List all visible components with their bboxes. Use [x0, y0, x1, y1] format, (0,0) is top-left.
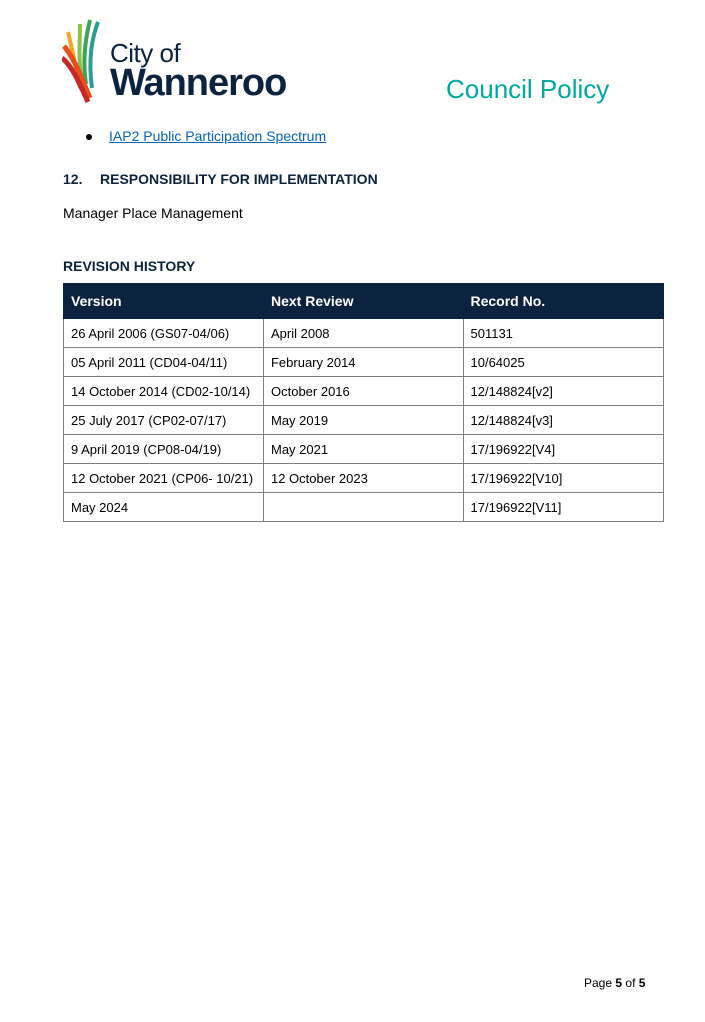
version-cell: 05 April 2011 (CD04-04/11)	[64, 348, 264, 377]
next-review-cell: February 2014	[263, 348, 463, 377]
logo-city-of-text: City of	[110, 38, 181, 68]
table-row	[64, 348, 664, 377]
column-header-version: Version	[64, 284, 264, 319]
page-word: Page	[584, 976, 613, 990]
section-12-heading	[63, 171, 378, 187]
next-review-cell: April 2008	[263, 319, 463, 348]
version-cell: 26 April 2006 (GS07-04/06)	[64, 319, 264, 348]
table-row	[64, 319, 664, 348]
column-header-record-no: Record No.	[463, 284, 664, 319]
column-header-next-review: Next Review	[263, 284, 463, 319]
record-no-cell: 17/196922[V4]	[463, 435, 664, 464]
wanneroo-logo-icon	[62, 18, 112, 104]
of-word: of	[625, 976, 636, 990]
version-cell: May 2024	[64, 493, 264, 522]
table-row	[64, 493, 664, 522]
record-no-cell: 12/148824[v2]	[463, 377, 664, 406]
version-cell: 12 October 2021 (CP06- 10/21)	[64, 464, 264, 493]
next-review-cell: May 2019	[263, 406, 463, 435]
section-number: 12.	[63, 171, 83, 187]
next-review-cell	[263, 493, 463, 522]
record-no-cell: 12/148824[v3]	[463, 406, 664, 435]
revision-history-heading: REVISION HISTORY	[63, 258, 196, 274]
version-cell: 9 April 2019 (CP08-04/19)	[64, 435, 264, 464]
document-type-title: Council Policy	[446, 74, 610, 104]
table-row	[64, 435, 664, 464]
section-title: RESPONSIBILITY FOR IMPLEMENTATION	[100, 171, 378, 187]
record-no-cell: 10/64025	[463, 348, 664, 377]
record-no-cell: 17/196922[V10]	[463, 464, 664, 493]
bullet-icon	[86, 134, 92, 140]
city-of-wanneroo-logo	[62, 18, 302, 104]
revision-history-table	[63, 283, 664, 522]
iap2-spectrum-link[interactable]: IAP2 Public Participation Spectrum	[109, 128, 327, 144]
version-cell: 14 October 2014 (CD02-10/14)	[64, 377, 264, 406]
next-review-cell: October 2016	[263, 377, 463, 406]
logo-wanneroo-text: Wanneroo	[110, 62, 287, 104]
page-number	[584, 976, 645, 990]
table-row	[64, 406, 664, 435]
table-row	[64, 377, 664, 406]
responsible-officer-text: Manager Place Management	[63, 205, 243, 221]
table-row	[64, 464, 664, 493]
next-review-cell: May 2021	[263, 435, 463, 464]
version-cell: 25 July 2017 (CP02-07/17)	[64, 406, 264, 435]
current-page: 5	[615, 976, 623, 990]
record-no-cell: 501131	[463, 319, 664, 348]
next-review-cell: 12 October 2023	[263, 464, 463, 493]
total-pages: 5	[638, 976, 646, 990]
record-no-cell: 17/196922[V11]	[463, 493, 664, 522]
table-header-row	[64, 284, 664, 319]
